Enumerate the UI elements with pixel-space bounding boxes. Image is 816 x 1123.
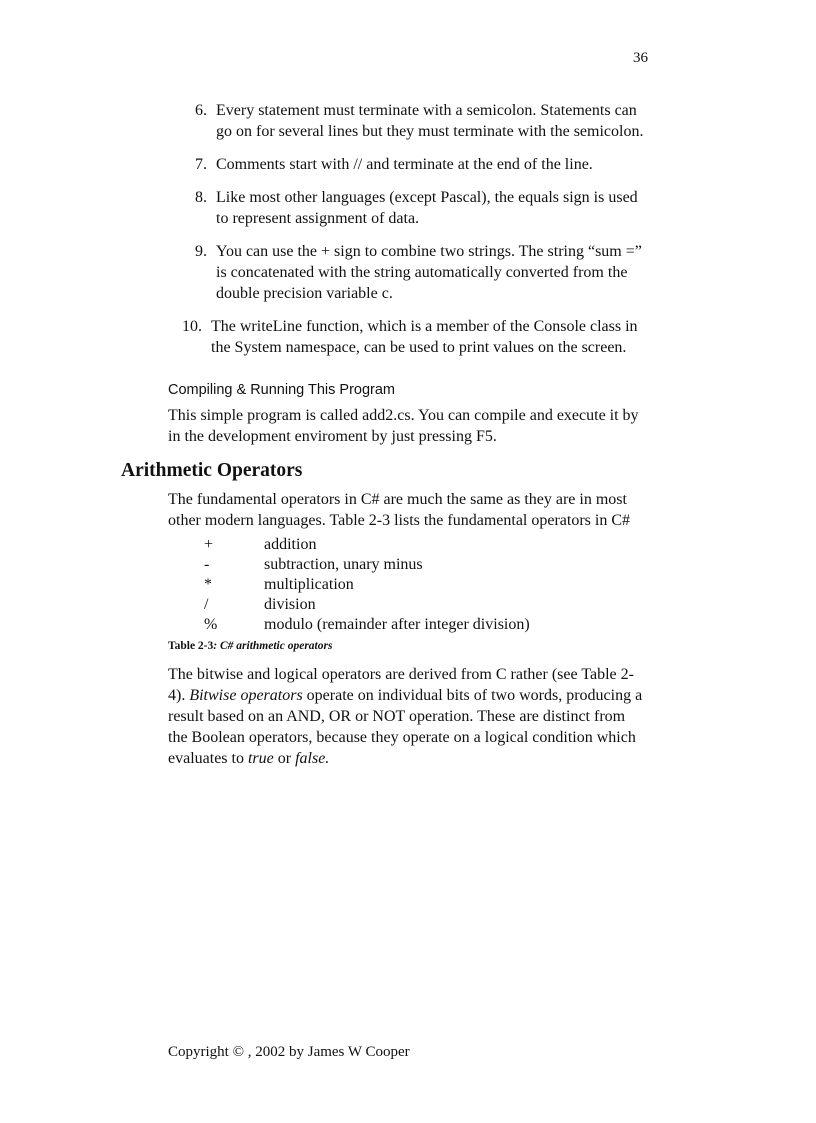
list-item-text: You can use the + sign to combine two strings. The string “sum =” is concatenated with the string automatically converted from the double precision variable c. (216, 243, 642, 302)
list-item-number: 7. (195, 156, 207, 173)
list-item (168, 241, 648, 304)
operators-table (204, 535, 530, 635)
page-number: 36 (633, 50, 648, 66)
operator-symbol: + (204, 536, 214, 553)
table-row (204, 575, 530, 595)
operator-symbol: % (204, 616, 218, 633)
operator-meaning: division (264, 596, 316, 613)
bitwise-term: Bitwise operators (189, 687, 303, 704)
list-item-number: 8. (195, 189, 207, 206)
table-caption (168, 640, 332, 652)
operator-meaning: multiplication (264, 576, 354, 593)
bitwise-text-part2: operate on individual bits of two words, producing a result based on an AND, OR or NOT operation. These are distinct from the Boolean operators, because they operate on a logical condition which evaluates to (168, 687, 643, 767)
compiling-heading: Compiling & Running This Program (168, 382, 396, 398)
copyright-footer: Copyright © , 2002 by James W Cooper (168, 1044, 410, 1060)
arithmetic-operators-heading: Arithmetic Operators (121, 460, 303, 481)
list-item-text: Comments start with // and terminate at the end of the line. (216, 156, 593, 173)
operator-meaning: modulo (remainder after integer division) (264, 616, 530, 633)
list-item-number: 10. (182, 318, 202, 335)
table-row (204, 535, 530, 555)
or-word: or (273, 750, 296, 767)
false-word: false (295, 750, 326, 767)
list-item-text: Like most other languages (except Pascal), the equals sign is used to represent assignment of data. (216, 189, 638, 227)
list-item (168, 187, 648, 229)
bitwise-text-part1: The bitwise and logical operators are derived from C rather (see Table 2-4). (168, 666, 634, 704)
list-item (168, 316, 648, 358)
table-row (204, 615, 530, 635)
list-item-number: 6. (195, 102, 207, 119)
bitwise-end: . (325, 750, 330, 767)
operator-symbol: - (204, 556, 210, 573)
table-row (204, 595, 530, 615)
operator-symbol: * (204, 576, 212, 593)
list-item (168, 100, 648, 142)
list-item-number: 9. (195, 243, 207, 260)
operator-symbol: / (204, 596, 209, 613)
list-item (168, 154, 648, 175)
caption-separator: : (213, 640, 220, 652)
operator-meaning: addition (264, 536, 317, 553)
compiling-paragraph: This simple program is called add2.cs. You can compile and execute it by in the development enviroment by just pressing F5. (168, 407, 639, 445)
caption-label: Table 2-3 (168, 640, 214, 652)
table-row (204, 555, 530, 575)
operator-meaning: subtraction, unary minus (264, 556, 423, 573)
caption-text: C# arithmetic operators (219, 640, 333, 652)
numbered-list (168, 100, 648, 370)
list-item-text: Every statement must terminate with a semicolon. Statements can go on for several lines but they must terminate with the semicolon. (216, 102, 644, 140)
list-item-text: The writeLine function, which is a member of the Console class in the System namespace, can be used to print values on the screen. (211, 318, 638, 356)
arithmetic-intro-paragraph: The fundamental operators in C# are much the same as they are in most other modern languages. Table 2-3 lists the fundamental operators in C# (168, 491, 631, 529)
bitwise-paragraph (168, 664, 648, 769)
true-word: true (247, 750, 274, 767)
